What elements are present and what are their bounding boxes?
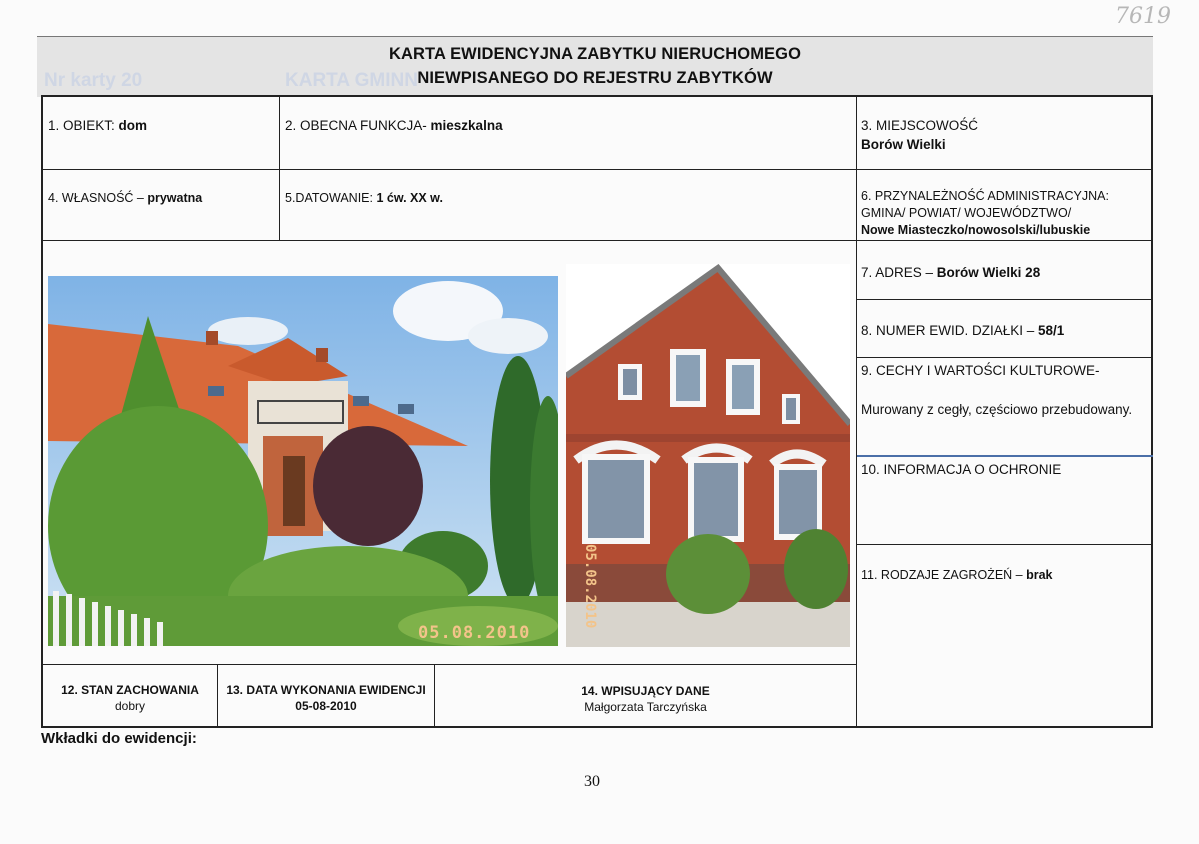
photo-right-date: 05.08.2010	[582, 544, 598, 629]
title-line-1: KARTA EWIDENCYJNA ZABYTKU NIERUCHOMEGO	[388, 45, 802, 63]
footer-data: 13. DATA WYKONANIA EWIDENCJI 05-08-2010	[226, 683, 426, 713]
field-cechy: 9. CECHY I WARTOŚCI KULTUROWE- Murowany z cegły, częściowo przebudowany.	[861, 363, 1133, 417]
wkladki-label: Wkładki do ewidencji:	[41, 730, 197, 747]
ghost-text-left: Nr karty 20	[44, 70, 143, 91]
field-zagrozenia: 11. RODZAJE ZAGROŻEŃ – brak	[861, 568, 1053, 582]
footer-stan: 12. STAN ZACHOWANIA dobry	[61, 683, 199, 713]
photo-house-garden	[48, 276, 558, 646]
photo-brick-house	[566, 264, 850, 647]
footer-wpisujacy: 14. WPISUJĄCY DANE Małgorzata Tarczyńska	[581, 684, 710, 714]
field-adres: 7. ADRES – Borów Wielki 28	[861, 265, 1041, 280]
field-obiekt: 1. OBIEKT: dom	[48, 118, 148, 133]
page-number: 30	[584, 773, 600, 790]
field-datowanie: 5.DATOWANIE: 1 ćw. XX w.	[285, 191, 443, 205]
field-funkcja: 2. OBECNA FUNKCJA- mieszkalna	[285, 118, 503, 133]
ghost-text-right: KARTA GMINN	[285, 70, 418, 91]
card-title	[37, 42, 1153, 90]
photo-left-date: 05.08.2010	[418, 623, 531, 643]
field-wlasnosc: 4. WŁASNOŚĆ – prywatna	[48, 191, 203, 205]
corner-handwritten-number: 7619	[1115, 4, 1171, 29]
field-miejscowosc: 3. MIEJSCOWOŚĆ Borów Wielki	[861, 118, 979, 152]
field-dzialka: 8. NUMER EWID. DZIAŁKI – 58/1	[861, 323, 1065, 338]
title-line-2: NIEWPISANEGO DO REJESTRU ZABYTKÓW	[417, 69, 773, 87]
field-przynaleznosc: 6. PRZYNALEŻNOŚĆ ADMINISTRACYJNA: GMINA/ POWIAT/ WOJEWÓDZTWO/ Nowe Miasteczko/nowosolski/lubuskie	[861, 189, 1109, 237]
field-ochrona: 10. INFORMACJA O OCHRONIE	[861, 462, 1062, 477]
